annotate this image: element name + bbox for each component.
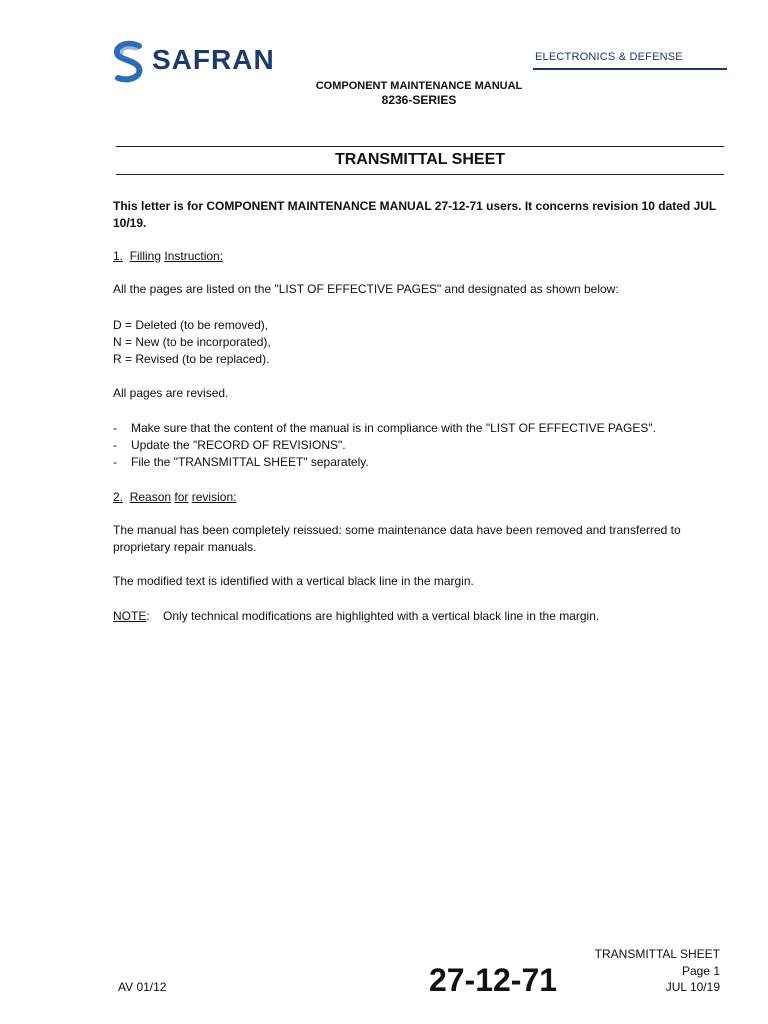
list-item-text: Update the "RECORD OF REVISIONS". — [131, 438, 346, 452]
sheet-title: TRANSMITTAL SHEET — [334, 151, 506, 168]
section-1-word-2: Instruction: — [164, 249, 224, 263]
section-2-text-1: The manual has been completely reissued: some maintenance data have been removed and transferred to proprietary repair manuals. — [113, 523, 681, 554]
code-revised: R = Revised (to be replaced). — [113, 352, 270, 366]
list-item-text: Make sure that the content of the manual is in compliance with the "LIST OF EFFECTIVE PAGES". — [131, 421, 656, 435]
footer-page-number: Page 1 — [681, 963, 720, 978]
footer-sheet-name: TRANSMITTAL SHEET — [594, 947, 720, 961]
list-item: - Update the "RECORD OF REVISIONS". — [113, 438, 346, 452]
section-1-heading — [113, 248, 725, 265]
note-text: Only technical modifications are highlighted with a vertical black line in the margin. — [163, 609, 600, 623]
section-2-word-3: revision: — [191, 490, 237, 504]
division-name: ELECTRONICS & DEFENSE — [535, 51, 683, 63]
list-item-text: File the "TRANSMITTAL SHEET" separately. — [131, 455, 369, 469]
safran-logo — [112, 40, 282, 84]
brand-name: SAFRAN — [152, 44, 275, 75]
revised-note: All pages are revised. — [113, 386, 229, 400]
footer-page-info — [595, 946, 720, 996]
safran-swoosh-icon — [112, 40, 148, 84]
footer-date: JUL 10/19 — [665, 980, 720, 994]
note-label: NOTE — [113, 609, 147, 623]
section-1-word-1: Filling — [129, 249, 162, 263]
title-rule-top — [116, 146, 724, 147]
section-2-number: 2. — [113, 490, 124, 504]
section-2-text-2: The modified text is identified with a vertical black line in the margin. — [113, 574, 474, 588]
manual-title: COMPONENT MAINTENANCE MANUAL — [315, 80, 523, 92]
section-2-heading — [113, 489, 725, 506]
footer-form-code: AV 01/12 — [118, 980, 167, 994]
title-rule-bottom — [116, 174, 724, 175]
list-item: - Make sure that the content of the manual is in compliance with the "LIST OF EFFECTIVE PAGES". — [113, 421, 656, 435]
code-list — [113, 317, 725, 368]
intro-paragraph: This letter is for COMPONENT MAINTENANCE MANUAL 27-12-71 users. It concerns revision 10 dated JUL 10/19. — [113, 199, 717, 230]
section-2-word-2: for — [174, 490, 189, 504]
code-new: N = New (to be incorporated), — [113, 335, 271, 349]
note-block: NOTE: Only technical modifications are highlighted with a vertical black line in the margin. — [113, 609, 600, 623]
list-item: - File the "TRANSMITTAL SHEET" separately. — [113, 455, 369, 469]
section-1-number: 1. — [113, 249, 124, 263]
code-deleted: D = Deleted (to be removed), — [113, 318, 269, 332]
division-underline — [533, 68, 727, 70]
section-2-word-1: Reason — [129, 490, 172, 504]
manual-series: 8236-SERIES — [381, 93, 457, 107]
footer-chapter-code: 27-12-71 — [428, 962, 558, 998]
section-1-text: All the pages are listed on the "LIST OF EFFECTIVE PAGES" and designated as shown below: — [113, 282, 619, 296]
instruction-list — [113, 420, 725, 471]
